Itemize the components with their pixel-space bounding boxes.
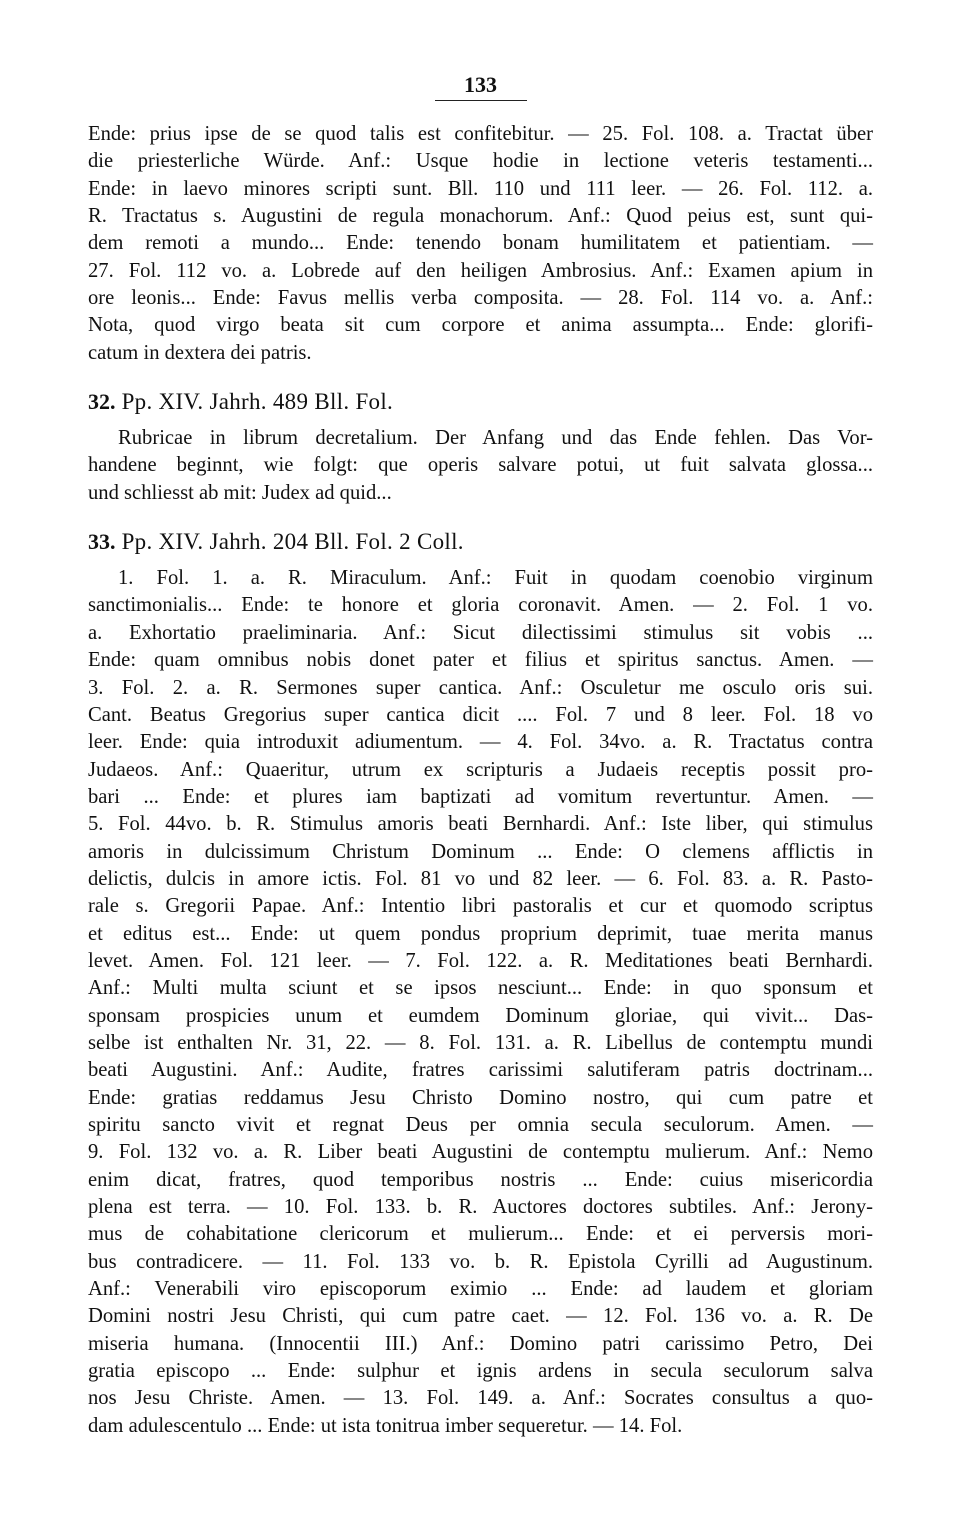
text-line: handene beginnt, wie folgt: que operis salvare potui, ut fuit salvata glossa... — [88, 454, 873, 477]
text-line: und schliesst ab mit: Judex ad quid... — [88, 481, 392, 504]
text-line: 27. Fol. 112 vo. a. Lobrede auf den heiligen Ambrosius. Anf.: Examen apium in — [88, 259, 873, 282]
text-line: Nota, quod virgo beata sit cum corpore et anima assumpta... Ende: glorifi- — [88, 314, 873, 337]
text-line: Domini nostri Jesu Christi, qui cum patre caet. — 12. Fol. 136 vo. a. R. De — [88, 1305, 873, 1328]
text-line: Ende: quam omnibus nobis donet pater et filius et spiritus sanctus. Amen. — — [88, 649, 873, 672]
section-32-title: Pp. XIV. Jahrh. 489 Bll. Fol. — [121, 389, 394, 415]
text-line: rale s. Gregorii Papae. Anf.: Intentio libri pastoralis et cur et quomodo scriptus — [88, 895, 873, 918]
text-line: sponsam prospicies unum et eumdem Dominum gloriae, qui vivit... Das- — [88, 1004, 873, 1027]
text-line: Rubricae in librum decretalium. Der Anfang und das Ende fehlen. Das Vor- — [118, 427, 873, 450]
section-32-heading — [88, 387, 873, 417]
text-line: R. Tractatus s. Augustini de regula monachorum. Anf.: Quod peius est, sunt qui- — [88, 205, 873, 228]
text-line: 1. Fol. 1. a. R. Miraculum. Anf.: Fuit in quodam coenobio virginum — [118, 567, 873, 590]
text-line: gratia episcopo ... Ende: sulphur et ignis ardens in secula seculorum salva — [88, 1360, 873, 1383]
catalog-entry-continuation — [88, 121, 873, 367]
text-line: enim dicat, fratres, quod temporibus nostris ... Ende: cuius misericordia — [88, 1168, 873, 1191]
text-line: nos Jesu Christe. Amen. — 13. Fol. 149. a. Anf.: Socrates consultus a quo- — [88, 1387, 873, 1410]
section-32-number: 32. — [88, 389, 116, 415]
section-33-heading — [88, 527, 873, 557]
text-line: et editus est... Ende: ut quem pondus proprium deprimit, tuae merita manus — [88, 922, 873, 945]
text-line: spiritu sancto vivit et regnat Deus per omnia secula seculorum. Amen. — — [88, 1114, 873, 1136]
text-line: ore leonis... Ende: Favus mellis verba composita. — 28. Fol. 114 vo. a. Anf.: — [88, 287, 873, 310]
text-line: dam adulescentulo ... Ende: ut ista tonitrua imber sequeretur. — 14. Fol. — [88, 1414, 683, 1437]
text-line: catum in dextera dei patris. — [88, 341, 312, 364]
text-line: miseria humana. (Innocentii III.) Anf.: Domino patri carissimo Petro, Dei — [88, 1332, 873, 1355]
text-line: sanctimonialis... Ende: te honore et gloria coronavit. Amen. — 2. Fol. 1 vo. — [88, 594, 873, 617]
text-line: 5. Fol. 44vo. b. R. Stimulus amoris beati Bernhardi. Anf.: Iste liber, qui stimulus — [88, 813, 873, 836]
text-line: Anf.: Venerabili viro episcoporum eximio ... Ende: ad laudem et gloriam — [88, 1278, 873, 1301]
text-line: 9. Fol. 132 vo. a. R. Liber beati Augustini de contemptu mulierum. Anf.: Nemo — [88, 1141, 873, 1164]
text-line: amoris in dulcissimum Christum Dominum ... Ende: O clemens afflictis in — [88, 840, 873, 863]
page-number: 133 — [435, 70, 527, 101]
text-line: die priesterliche Würde. Anf.: Usque hodie in lectione veteris testamenti... — [88, 150, 873, 173]
text-line: dem remoti a mundo... Ende: tenendo bonam humilitatem et patientiam. — — [88, 232, 873, 255]
text-line: beati Augustini. Anf.: Audite, fratres carissimi salutiferam patris doctrinam... — [88, 1059, 873, 1082]
text-line: Judaeos. Anf.: Quaeritur, utrum ex scripturis a Judaeis receptis possit pro- — [88, 758, 873, 781]
text-line: Ende: prius ipse de se quod talis est confitebitur. — 25. Fol. 108. a. Tractat über — [88, 123, 873, 145]
text-line: bari ... Ende: et plures iam baptizati ad vomitum revertuntur. Amen. — — [88, 785, 873, 808]
section-33-number: 33. — [88, 529, 116, 555]
text-line: 3. Fol. 2. a. R. Sermones super cantica. Anf.: Osculetur me osculo oris sui. — [88, 676, 873, 699]
text-line: a. Exhortatio praeliminaria. Anf.: Sicut dilectissimi stimulus sit vobis ... — [88, 621, 873, 644]
section-32-body — [88, 425, 873, 507]
document-page — [88, 70, 873, 1440]
section-33-title: Pp. XIV. Jahrh. 204 Bll. Fol. 2 Coll. — [121, 529, 464, 555]
text-line: mus de cohabitatione clericorum et mulierum... Ende: et ei perversis mori- — [88, 1223, 873, 1246]
text-line: delictis, dulcis in amore ictis. Fol. 81 vo und 82 leer. — 6. Fol. 83. a. R. Pasto- — [88, 867, 873, 890]
text-line: Anf.: Multi multa sciunt et se ipsos nesciunt... Ende: in quo sponsum et — [88, 977, 873, 1000]
text-line: Ende: in laevo minores scripti sunt. Bll. 110 und 111 leer. — 26. Fol. 112. a. — [88, 177, 873, 200]
text-line: selbe ist enthalten Nr. 31, 22. — 8. Fol. 131. a. R. Libellus de contemptu mundi — [88, 1031, 873, 1054]
text-line: Cant. Beatus Gregorius super cantica dicit .... Fol. 7 und 8 leer. Fol. 18 vo — [88, 703, 873, 726]
text-line: Ende: gratias reddamus Jesu Christo Domino nostro, qui cum patre et — [88, 1086, 873, 1109]
text-line: bus contradicere. — 11. Fol. 133 vo. b. R. Epistola Cyrilli ad Augustinum. — [88, 1250, 873, 1273]
text-line: leer. Ende: quia introduxit adiumentum. — 4. Fol. 34vo. a. R. Tractatus contra — [88, 731, 873, 754]
text-line: levet. Amen. Fol. 121 leer. — 7. Fol. 122. a. R. Meditationes beati Bernhardi. — [88, 949, 873, 972]
section-33-body — [88, 565, 873, 1440]
text-line: plena est terra. — 10. Fol. 133. b. R. Auctores doctores subtiles. Anf.: Jerony- — [88, 1196, 873, 1219]
